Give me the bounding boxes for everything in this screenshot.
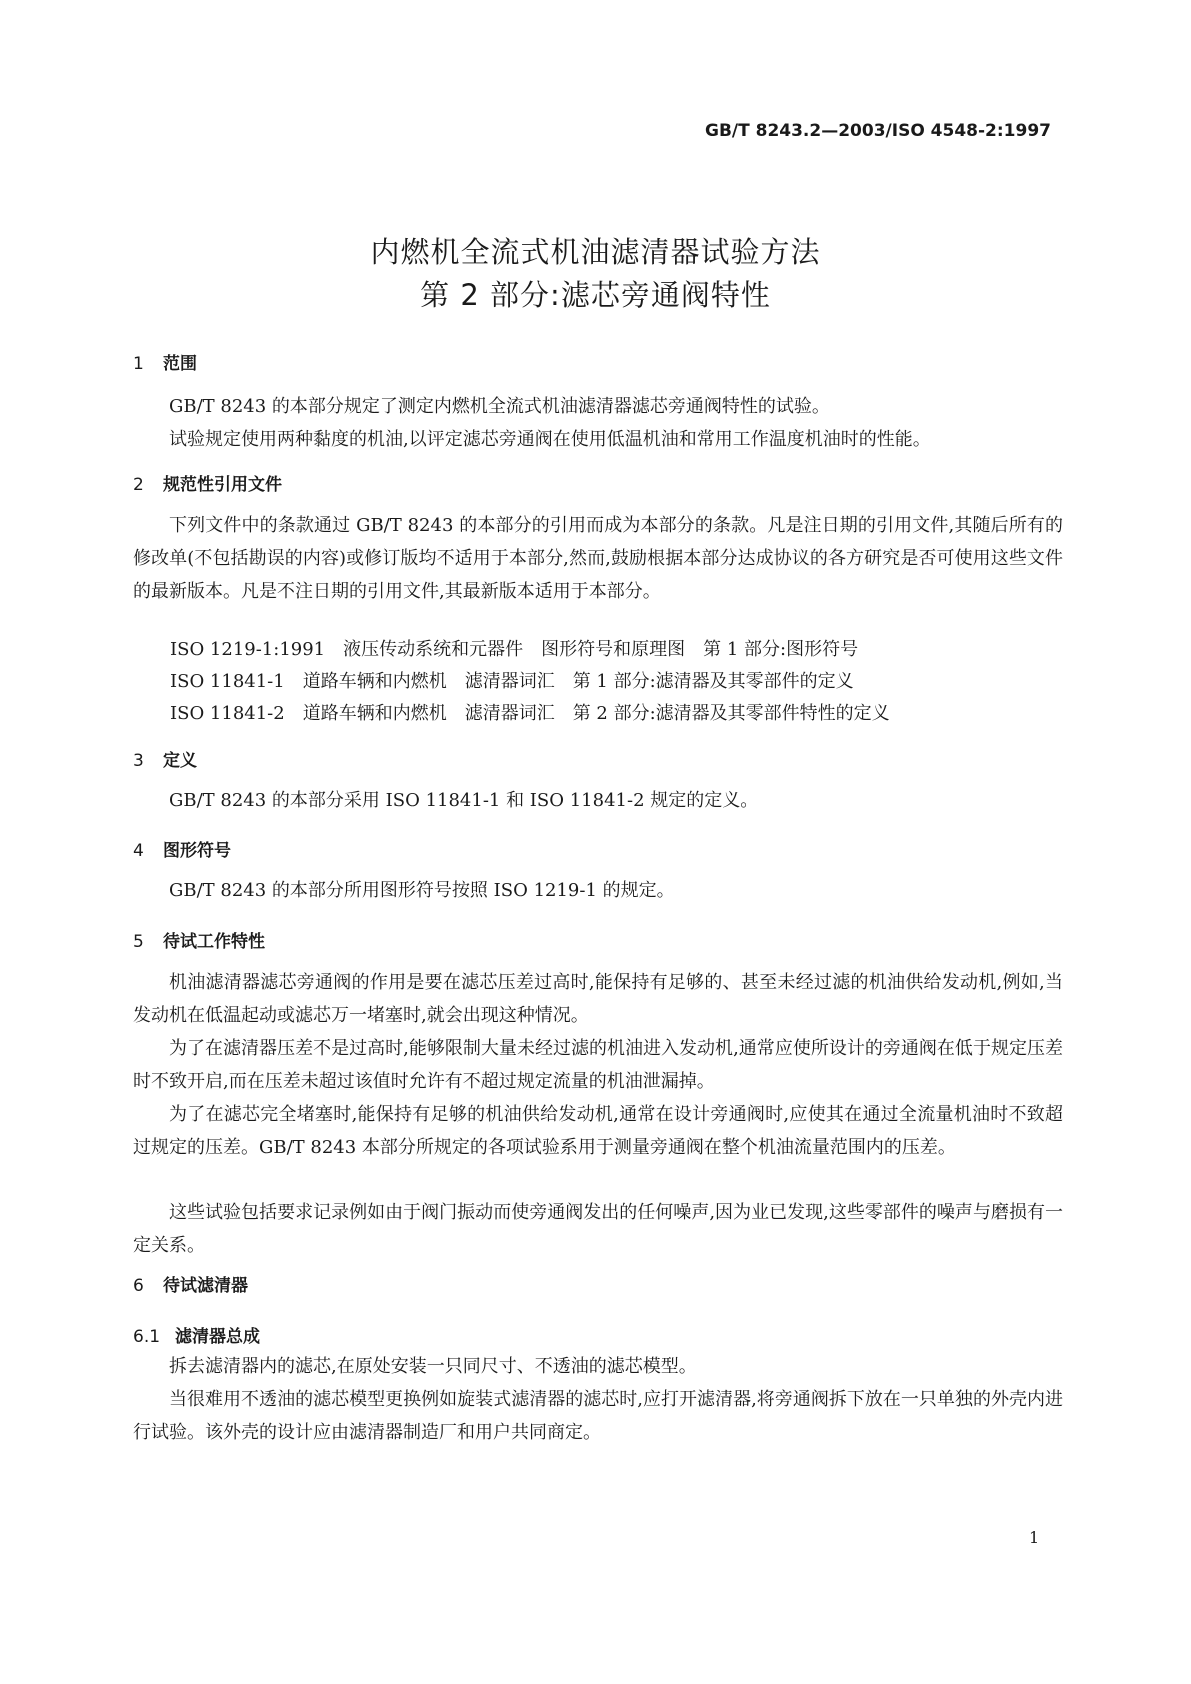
- section-number: 5: [133, 932, 144, 952]
- section-title: 待试滤清器: [163, 1276, 248, 1296]
- section-title: 滤清器总成: [175, 1327, 260, 1347]
- paragraph: 试验规定使用两种黏度的机油,以评定滤芯旁通阀在使用低温机油和常用工作温度机油时的性能。: [169, 429, 931, 450]
- section-heading: [133, 349, 197, 374]
- section-number: 2: [133, 475, 144, 495]
- reference-item: ISO 11841-2 道路车辆和内燃机 滤清器词汇 第 2 部分:滤清器及其零部件特性的定义: [170, 703, 890, 724]
- section-heading: [133, 836, 231, 861]
- page-number: 1: [1029, 1528, 1040, 1547]
- paragraph: 当很难用不透油的滤芯模型更换例如旋装式滤清器的滤芯时,应打开滤清器,将旁通阀拆下放在一只单独的外壳内进行试验。该外壳的设计应由滤清器制造厂和用户共同商定。: [133, 1389, 1063, 1443]
- document-subtitle: 第 2 部分:滤芯旁通阀特性: [420, 278, 771, 312]
- paragraph: 为了在滤清器压差不是过高时,能够限制大量未经过滤的机油进入发动机,通常应使所设计的旁通阀在低于规定压差时不致开启,而在压差未超过该值时允许有不超过规定流量的机油泄漏掉。: [133, 1038, 1063, 1092]
- reference-item: ISO 1219-1:1991 液压传动系统和元器件 图形符号和原理图 第 1 部分:图形符号: [170, 639, 859, 660]
- section-title: 待试工作特性: [163, 932, 265, 952]
- section-title: 定义: [163, 751, 197, 771]
- reference-item: ISO 11841-1 道路车辆和内燃机 滤清器词汇 第 1 部分:滤清器及其零部件的定义: [170, 671, 854, 692]
- section-number: 1: [133, 354, 144, 374]
- paragraph: GB/T 8243 的本部分采用 ISO 11841-1 和 ISO 11841-2 规定的定义。: [169, 790, 759, 811]
- paragraph: GB/T 8243 的本部分所用图形符号按照 ISO 1219-1 的规定。: [169, 880, 675, 901]
- section-number: 3: [133, 751, 144, 771]
- section-number: 6.1: [133, 1327, 161, 1347]
- document-title: 内燃机全流式机油滤清器试验方法: [370, 235, 821, 269]
- standard-number: GB/T 8243.2—2003/ISO 4548-2:1997: [704, 121, 1051, 141]
- section-number: 4: [133, 841, 144, 861]
- section-number: 6: [133, 1276, 144, 1296]
- paragraph: 这些试验包括要求记录例如由于阀门振动而使旁通阀发出的任何噪声,因为业已发现,这些零部件的噪声与磨损有一定关系。: [133, 1202, 1063, 1256]
- section-heading: [133, 746, 197, 771]
- section-title: 图形符号: [163, 841, 231, 861]
- subsection-heading: [133, 1322, 260, 1347]
- paragraph: 拆去滤清器内的滤芯,在原处安装一只同尺寸、不透油的滤芯模型。: [169, 1356, 697, 1377]
- section-heading: [133, 470, 282, 495]
- paragraph: 机油滤清器滤芯旁通阀的作用是要在滤芯压差过高时,能保持有足够的、甚至未经过滤的机油供给发动机,例如,当发动机在低温起动或滤芯万一堵塞时,就会出现这种情况。: [133, 972, 1063, 1026]
- section-title: 范围: [163, 354, 197, 374]
- section-heading: [133, 927, 265, 952]
- paragraph: 为了在滤芯完全堵塞时,能保持有足够的机油供给发动机,通常在设计旁通阀时,应使其在通过全流量机油时不致超过规定的压差。GB/T 8243 本部分所规定的各项试验系用于测量旁通阀在整个机油流量范围内的压差。: [133, 1104, 1063, 1158]
- section-title: 规范性引用文件: [163, 475, 282, 495]
- paragraph: 下列文件中的条款通过 GB/T 8243 的本部分的引用而成为本部分的条款。凡是注日期的引用文件,其随后所有的修改单(不包括勘误的内容)或修订版均不适用于本部分,然而,鼓励根据本部分达成协议的各方研究是否可使用这些文件的最新版本。凡是不注日期的引用文件,其最新版本适用于本部分。: [133, 515, 1063, 602]
- paragraph: GB/T 8243 的本部分规定了测定内燃机全流式机油滤清器滤芯旁通阀特性的试验。: [169, 396, 830, 417]
- section-heading: [133, 1271, 248, 1296]
